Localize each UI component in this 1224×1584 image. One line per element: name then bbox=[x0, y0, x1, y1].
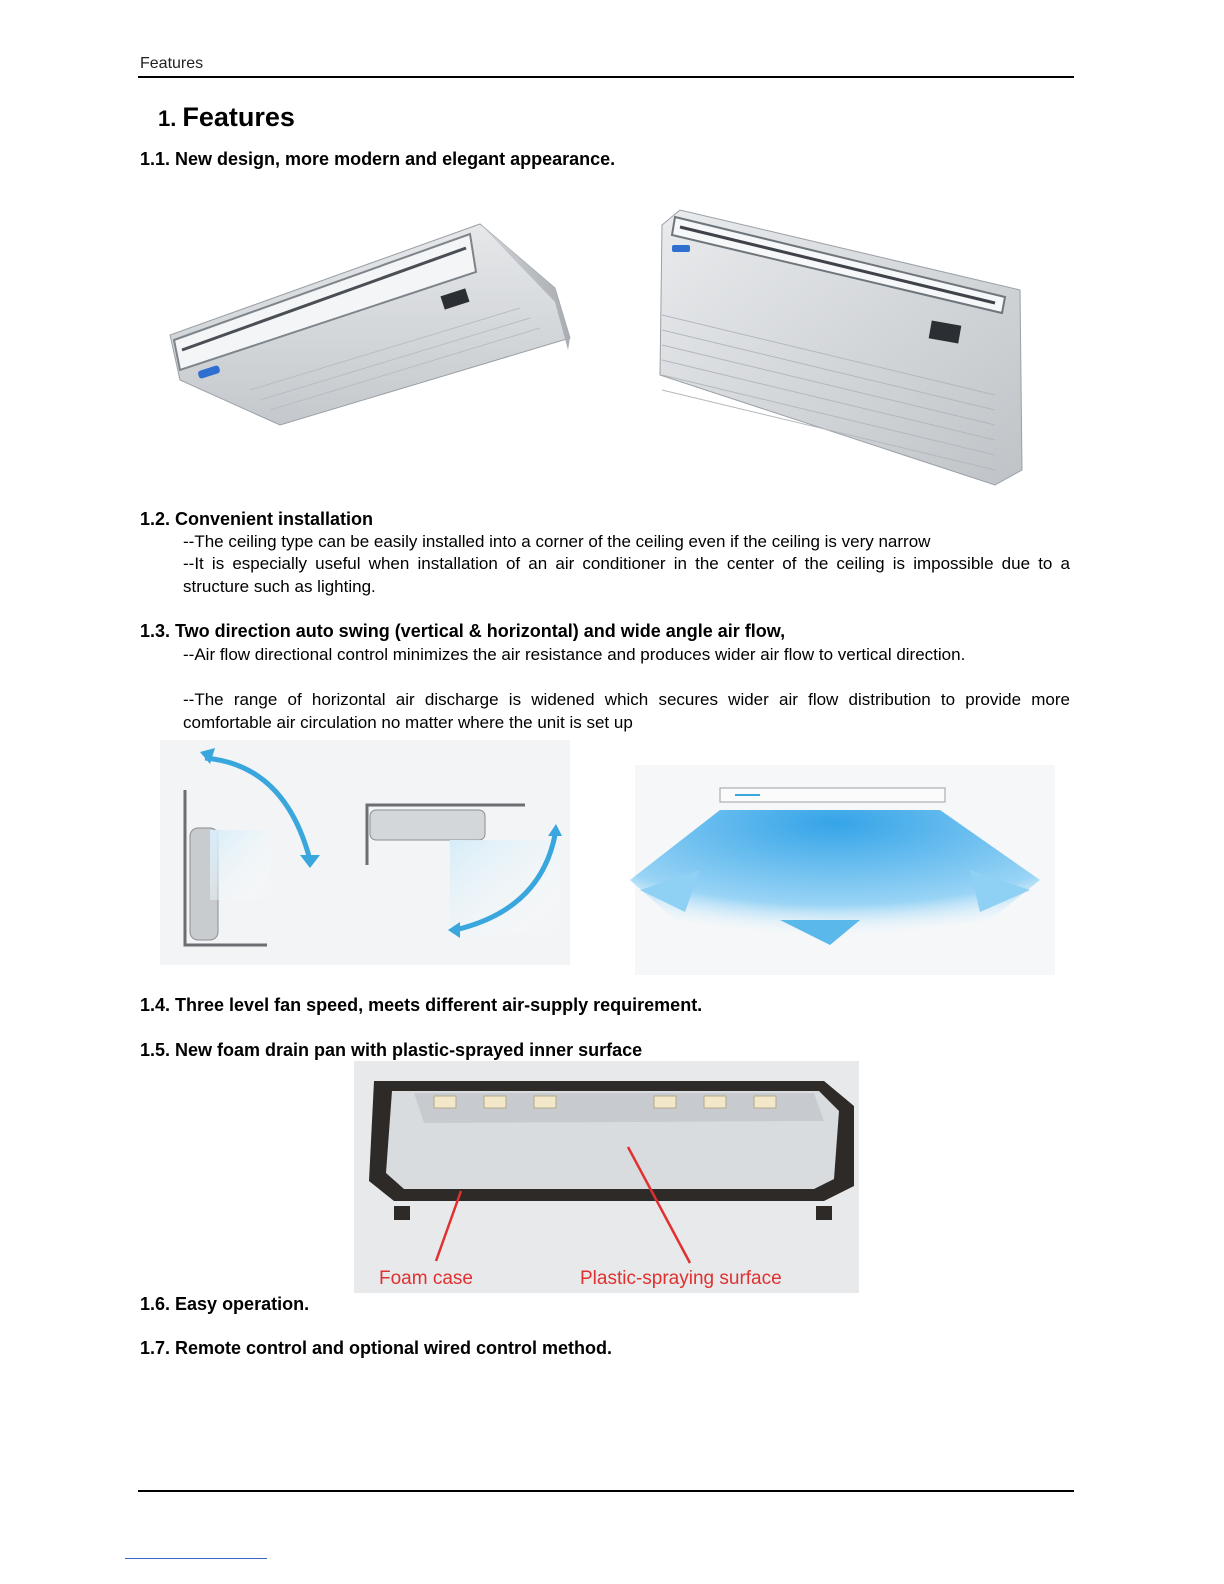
foam-case-callout: Foam case bbox=[379, 1268, 473, 1289]
footer-link-underline[interactable] bbox=[125, 1558, 267, 1559]
drain-pan-image bbox=[354, 1061, 859, 1293]
title-text: Features bbox=[182, 102, 295, 132]
title-number: 1. bbox=[158, 106, 177, 131]
section-heading-1-4: 1.4. Three level fan speed, meets different air-supply requirement. bbox=[140, 995, 703, 1015]
airflow-swing-diagram bbox=[160, 740, 1060, 975]
paragraph-1-3-b: --The range of horizontal air discharge is widened which secures wider air flow distribution to provide more comfortable air circulation no matter where the unit is set up bbox=[183, 690, 1070, 732]
paragraph-1-2-a: --The ceiling type can be easily installed into a corner of the ceiling even if the ceiling is very narrow bbox=[183, 532, 931, 551]
footer-rule bbox=[138, 1490, 1074, 1492]
ceiling-unit-image bbox=[160, 210, 580, 435]
page-title bbox=[158, 102, 295, 133]
section-heading-1-2: 1.2. Convenient installation bbox=[140, 509, 374, 529]
section-heading-1-5: 1.5. New foam drain pan with plastic-sprayed inner surface bbox=[140, 1040, 643, 1060]
section-heading-1-1: 1.1. New design, more modern and elegant appearance. bbox=[140, 149, 616, 169]
floor-ceiling-unit-image bbox=[650, 205, 1030, 490]
plastic-spraying-surface-callout: Plastic-spraying surface bbox=[580, 1268, 782, 1289]
header-rule bbox=[138, 76, 1074, 78]
paragraph-1-3-a: --Air flow directional control minimizes the air resistance and produces wider air flow to vertical direction. bbox=[183, 645, 966, 664]
section-heading-1-6: 1.6. Easy operation. bbox=[140, 1294, 310, 1314]
running-header: Features bbox=[140, 55, 204, 72]
paragraph-1-2-b: --It is especially useful when installation of an air conditioner in the center of the ceiling is impossible due to a structure such as lighting. bbox=[183, 554, 1070, 596]
section-heading-1-7: 1.7. Remote control and optional wired control method. bbox=[140, 1338, 613, 1358]
section-heading-1-3: 1.3. Two direction auto swing (vertical & horizontal) and wide angle air flow, bbox=[140, 621, 786, 641]
